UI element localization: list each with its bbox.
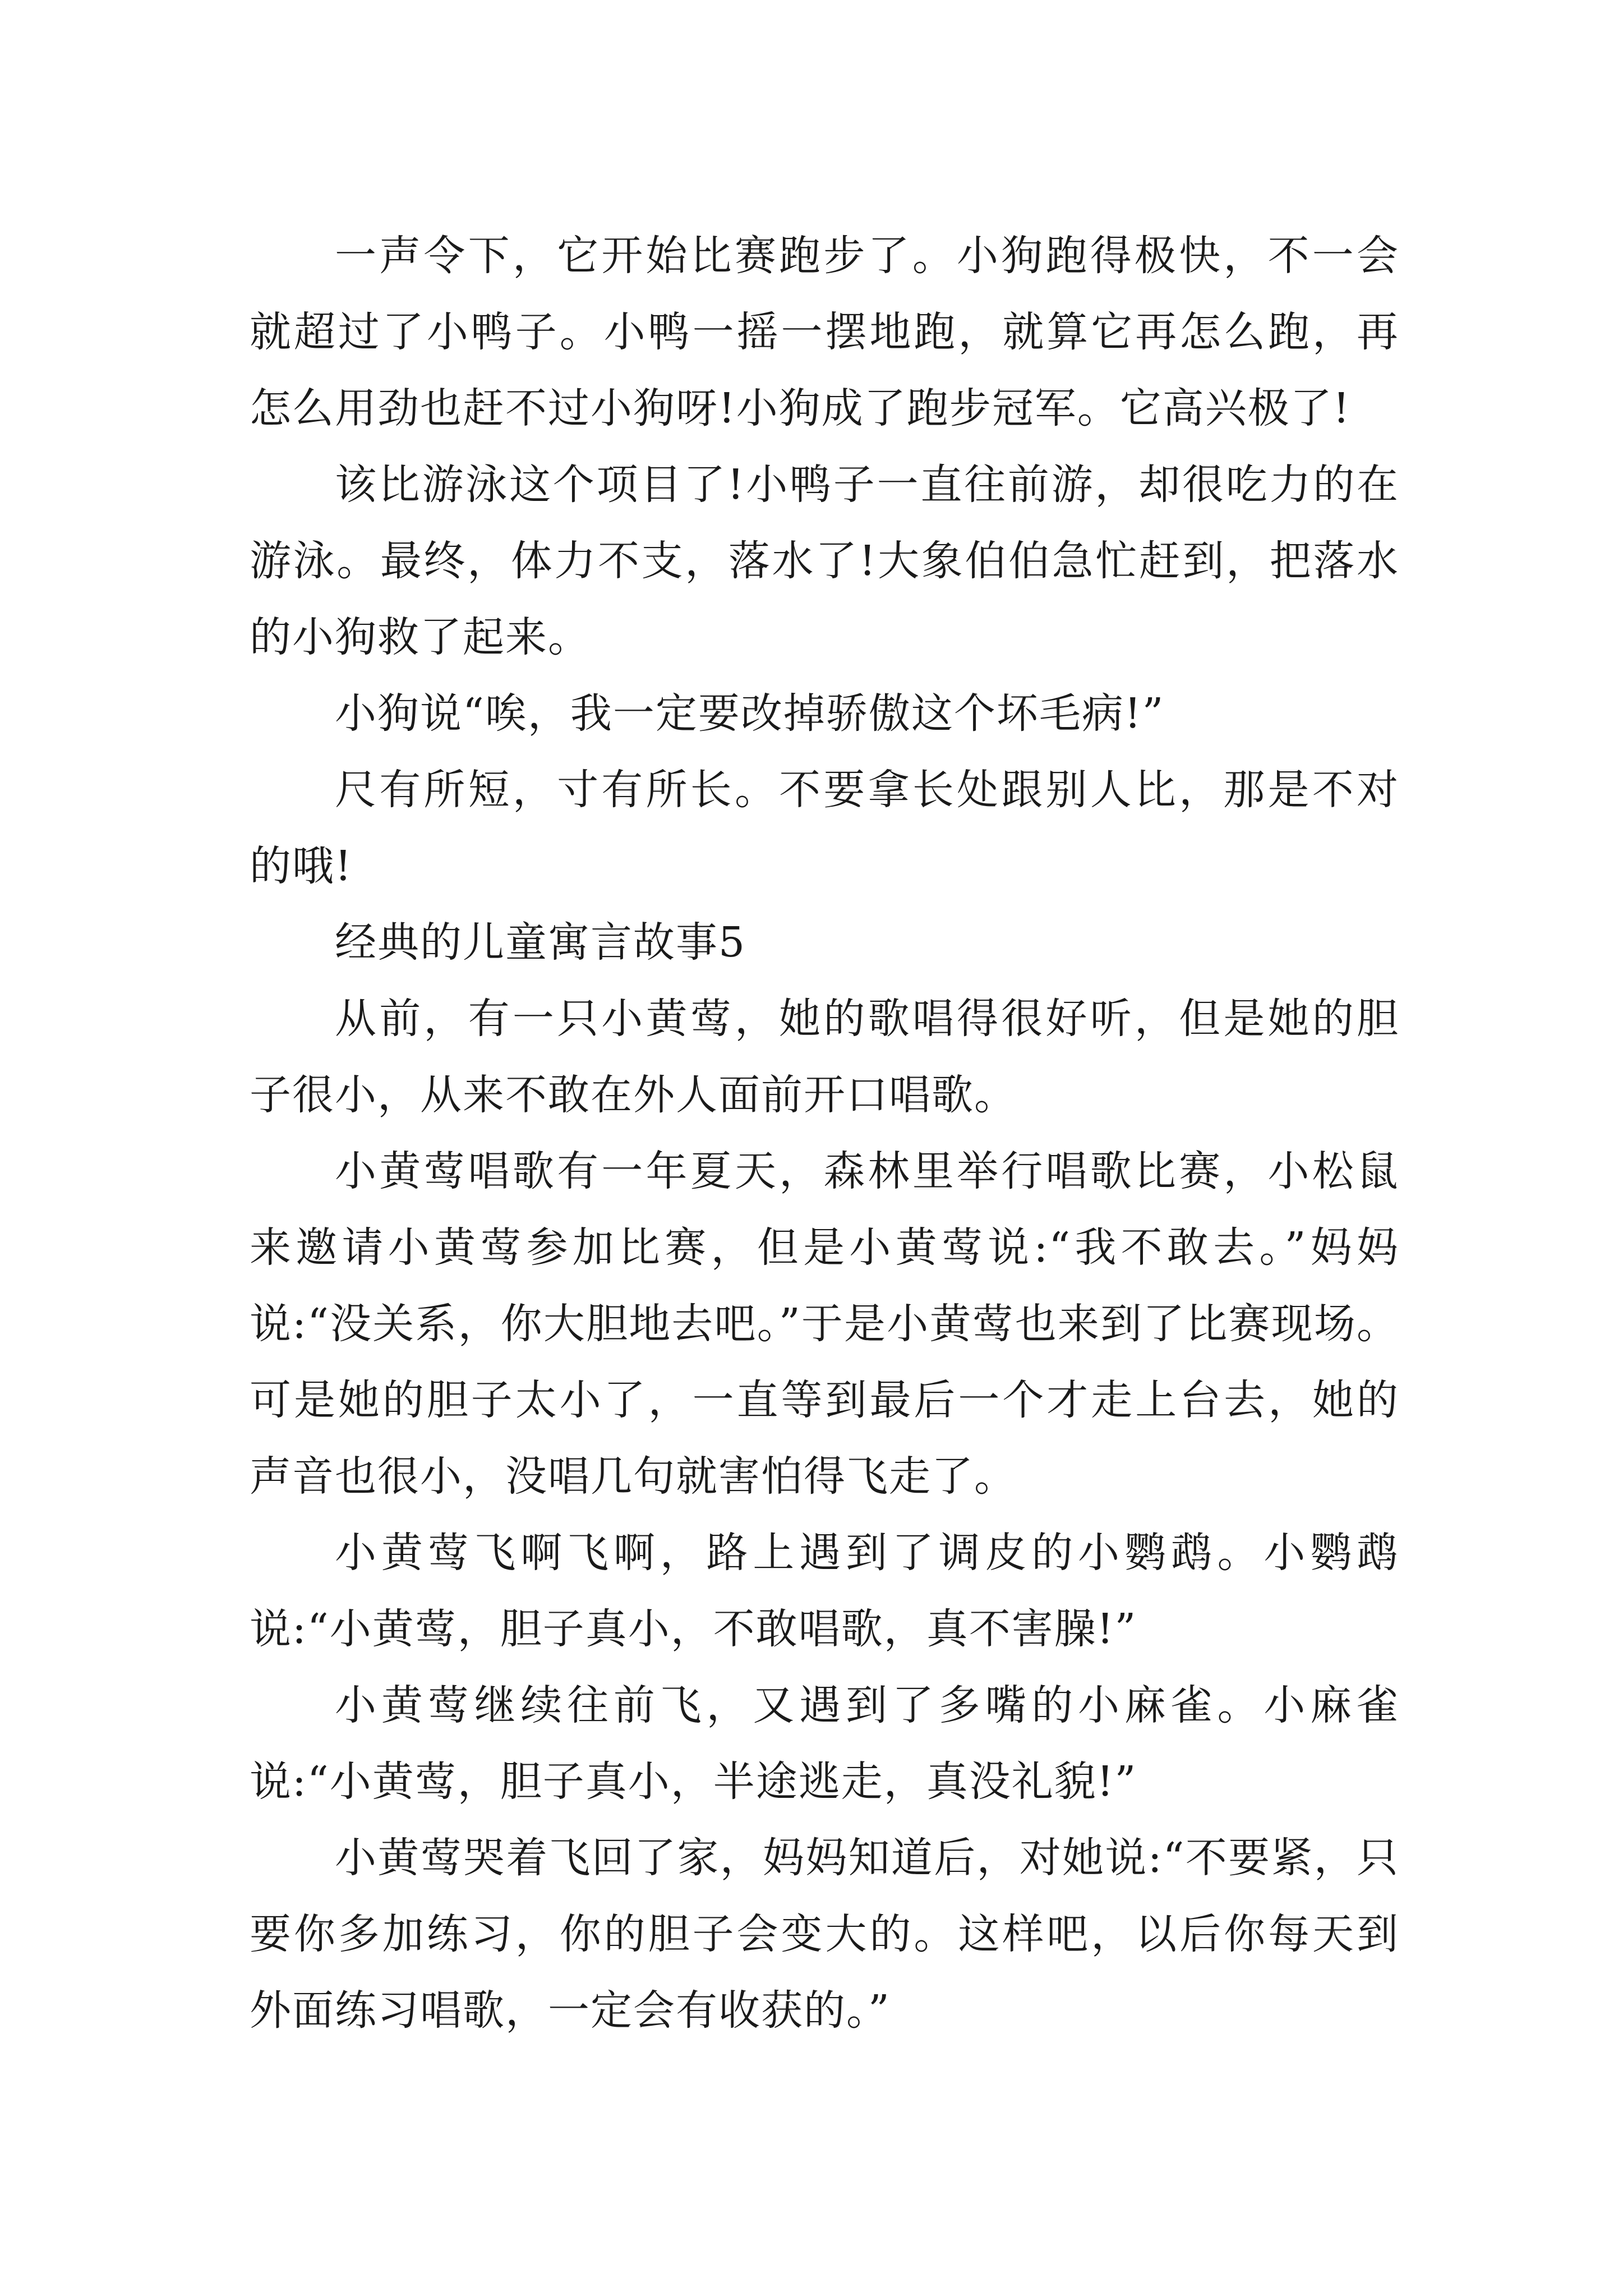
paragraph-dog-says: 小狗说“唉，我一定要改掉骄傲这个坏毛病!”: [335, 689, 1165, 738]
paragraph-sparrow: 小黄莺继续往前飞，又遇到了多嘴的小麻雀。小麻雀说:“小黄莺，胆子真小，半途逃走，真没礼貌!”: [250, 1681, 1399, 1806]
paragraph-swim: 该比游泳这个项目了!小鸭子一直往前游，却很吃力的在游泳。最终，体力不支，落水了!大象伯伯急忙赶到，把落水的小狗救了起来。: [250, 461, 1399, 661]
paragraph-moral: 尺有所短，寸有所长。不要拿长处跟别人比，那是不对的哦!: [250, 766, 1399, 890]
paragraph-mother: 小黄莺哭着飞回了家，妈妈知道后，对她说:“不要紧，只要你多加练习，你的胆子会变大的。这样吧，以后你每天到外面练习唱歌，一定会有收获的。”: [250, 1834, 1399, 2035]
paragraph-parrot: 小黄莺飞啊飞啊，路上遇到了调皮的小鹦鹉。小鹦鹉说:“小黄莺，胆子真小，不敢唱歌，真不害臊!”: [250, 1529, 1399, 1653]
paragraph-race: 一声令下，它开始比赛跑步了。小狗跑得极快，不一会就超过了小鸭子。小鸭一摇一摆地跑，就算它再怎么跑，再怎么用劲也赶不过小狗呀!小狗成了跑步冠军。它高兴极了!: [250, 232, 1399, 432]
paragraph-oriole-intro: 从前，有一只小黄莺，她的歌唱得很好听，但是她的胆子很小，从来不敢在外人面前开口唱歌。: [250, 995, 1399, 1119]
section-heading: 经典的儿童寓言故事5: [335, 918, 746, 967]
paragraph-contest: 小黄莺唱歌有一年夏天，森林里举行唱歌比赛，小松鼠来邀请小黄莺参加比赛，但是小黄莺说:“我不敢去。”妈妈说:“没关系，你大胆地去吧。”于是小黄莺也来到了比赛现场。可是她的胆子太小了，一直等到最后一个才走上台去，她的声音也很小，没唱几句就害怕得飞走了。: [250, 1147, 1399, 1501]
document-body: [250, 218, 1399, 2049]
